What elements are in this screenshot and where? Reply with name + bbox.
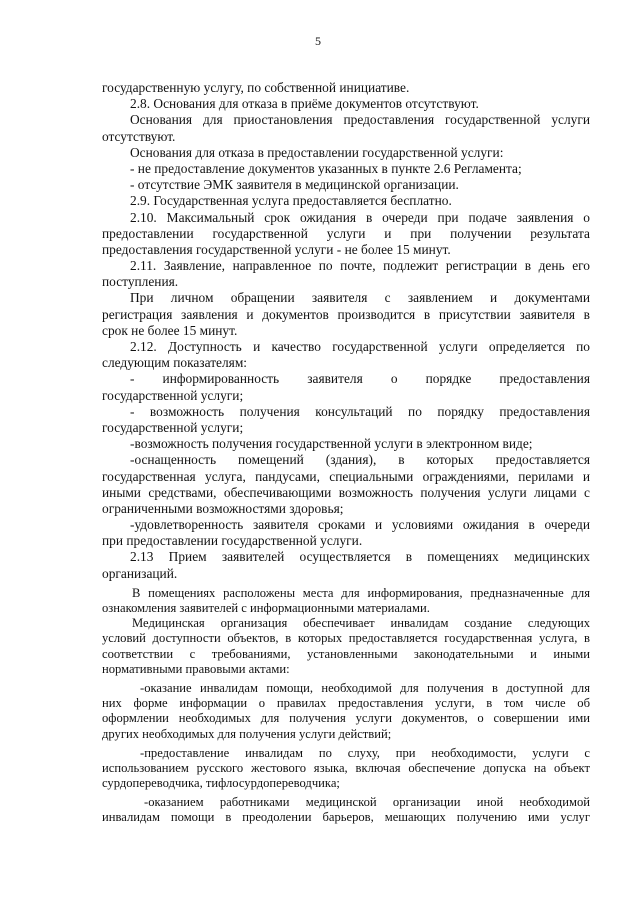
text-line: - информированность заявителя о порядке предоставления: [130, 371, 590, 387]
text-line: -оказание инвалидам помощи, необходимой для получения в доступной для: [140, 680, 590, 695]
text-line: государственной услуги;: [102, 419, 244, 435]
text-line: срок не более 15 минут.: [102, 322, 238, 338]
text-line: следующим показателям:: [102, 355, 248, 371]
text-line: других необходимых для получения услуги действий;: [102, 726, 392, 741]
text-line: - возможность получения консультаций по порядку предоставления: [130, 403, 590, 419]
text-line: иными средствами, обеспечивающими возможность получения услуги лицами с: [102, 484, 590, 500]
text-line: 2.11. Заявление, направленное по почте, подлежит регистрации в день его: [130, 258, 590, 274]
text-line: Основания для приостановления предоставления государственной услуги: [130, 112, 590, 128]
regulation-text: [102, 80, 590, 826]
text-line: 2.12. Доступность и качество государственной услуги определяется по: [130, 339, 590, 354]
text-line: При личном обращении заявителя с заявлением и документами: [130, 290, 590, 306]
text-line: отсутствуют.: [102, 128, 176, 144]
text-line: ознакомления заявителей с информационными материалами.: [102, 601, 430, 615]
text-line: -оснащенность помещений (здания), в которых предоставляется: [130, 452, 590, 468]
text-line: Медицинская организация обеспечивает инвалидам создание следующих: [132, 616, 590, 631]
text-line: 2.10. Максимальный срок ожидания в очереди при подаче заявления о: [130, 209, 590, 225]
text-line: ограниченными возможностями здоровья;: [102, 500, 344, 516]
text-line: -возможность получения государственной услуги в электронном виде;: [130, 436, 533, 452]
text-line: -предоставление инвалидам по слуху, при необходимости, услуги с: [140, 745, 590, 760]
page-number: 5: [315, 34, 321, 48]
text-line: условий доступности объектов, в которых предоставляется государственная услуга, в: [102, 631, 590, 646]
text-line: регистрация заявления и документов производится в присутствии заявителя в: [102, 306, 590, 322]
text-line: при предоставлении государственной услуги.: [102, 533, 363, 549]
text-line: инвалидам помощи в преодолении барьеров, мешающих получению ими услуг: [102, 810, 590, 825]
text-line: организаций.: [102, 565, 178, 581]
text-line: государственную услугу, по собственной инициативе.: [102, 80, 410, 95]
text-line: 2.9. Государственная услуга предоставляется бесплатно.: [130, 193, 452, 209]
text-line: -удовлетворенность заявителя сроками и условиями ожидания в очереди: [130, 517, 590, 533]
text-line: - не предоставление документов указанных в пункте 2.6 Регламента;: [130, 160, 522, 176]
text-line: них форме информации о правилах предоставления услуги, в том числе об: [102, 696, 590, 711]
text-line: предоставления государственной услуги - не более 15 минут.: [102, 241, 451, 257]
text-line: оформлении необходимых для получения услуги документов, о совершении ими: [102, 711, 590, 726]
text-line: 2.13 Прием заявителей осуществляется в помещениях медицинских: [130, 549, 590, 565]
text-line: использованием русского жестового языка, включая обеспечение допуска на объект: [102, 760, 590, 775]
text-line: государственной услуги;: [102, 387, 244, 403]
text-line: государственная услуга, пандусами, специальными ограждениями, перилами и: [102, 468, 590, 484]
text-line: - отсутствие ЭМК заявителя в медицинской организации.: [130, 177, 459, 193]
text-line: В помещениях расположены места для информирования, предназначенные для: [132, 585, 590, 600]
text-line: нормативными правовыми актами:: [102, 661, 290, 676]
text-line: поступления.: [102, 274, 179, 290]
text-line: сурдопереводчика, тифлосурдопереводчика;: [102, 776, 340, 791]
text-line: соответствии с требованиями, установленными законодательными и иными: [102, 646, 590, 661]
text-line: предоставлении государственной услуги и при получении результата: [102, 225, 590, 241]
text-line: Основания для отказа в предоставлении государственной услуги:: [130, 144, 504, 160]
text-line: -оказанием работниками медицинской организации иной необходимой: [144, 795, 590, 810]
text-line: 2.8. Основания для отказа в приёме документов отсутствуют.: [130, 96, 479, 112]
